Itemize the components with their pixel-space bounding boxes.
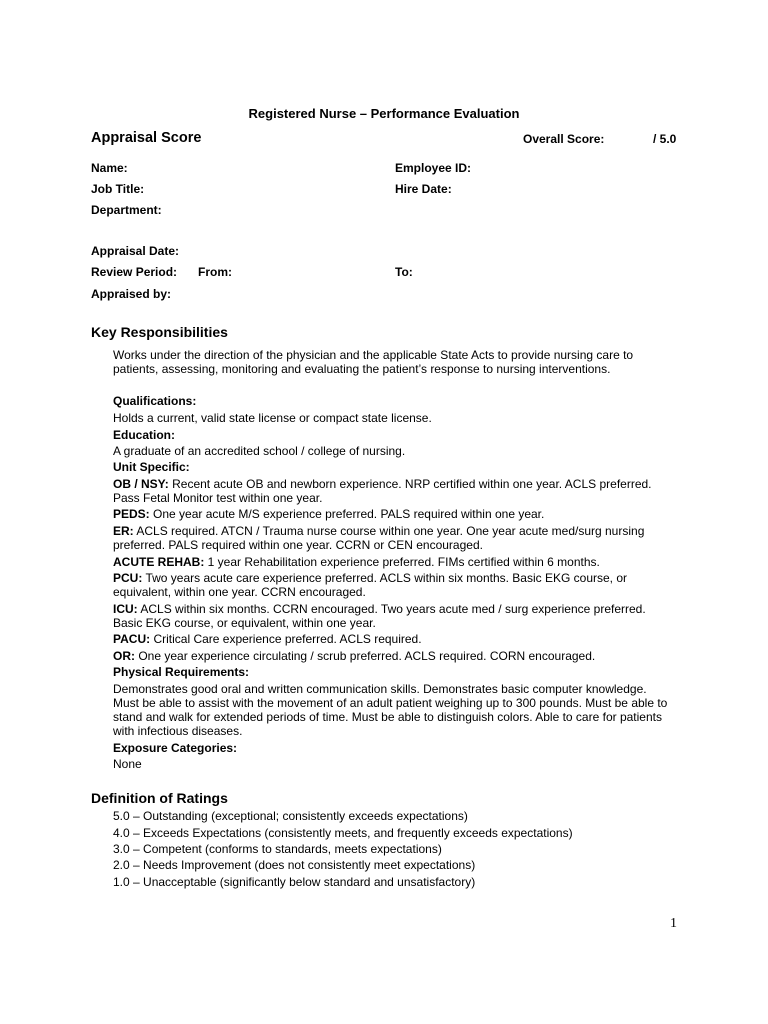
key-responsibilities-intro: Works under the direction of the physician and the applicable State Acts to provide nursing care to patients, assessing, monitoring and evaluating the patient’s response to nursing interventions.	[113, 348, 634, 376]
rating-item: 4.0 – Exceeds Expectations (consistently meets, and frequently exceeds expectations)	[113, 826, 573, 840]
education-label: Education:	[113, 428, 175, 442]
definition-of-ratings-heading: Definition of Ratings	[91, 790, 228, 806]
appraisal-score-heading: Appraisal Score	[91, 130, 202, 146]
unit-text: ACLS required. ATCN / Trauma nurse course within one year. One year acute med/surg nursing preferred. PALS required within one year. CCRN or CEN encouraged.	[113, 524, 645, 552]
overall-score-label: Overall Score:	[523, 132, 605, 146]
unit-item-acute-rehab	[113, 555, 673, 569]
unit-item-or	[113, 649, 673, 663]
appraised-by-field-label: Appraised by:	[91, 287, 172, 301]
review-period-field-label: Review Period:	[91, 265, 178, 279]
department-field-label: Department:	[91, 203, 162, 217]
name-field-label: Name:	[91, 161, 128, 175]
unit-item-ob-nsy	[113, 477, 673, 505]
unit-text: Two years acute care experience preferred. ACLS within six months. Basic EKG course, or equivalent, within one year. CCRN encouraged.	[113, 571, 628, 599]
exposure-categories-text: None	[113, 757, 142, 771]
unit-text: One year acute M/S experience preferred. PALS required within one year.	[149, 507, 545, 521]
unit-label: PACU:	[113, 632, 151, 646]
unit-text: One year experience circulating / scrub preferred. ACLS required. CORN encouraged.	[135, 649, 596, 663]
rating-item: 3.0 – Competent (conforms to standards, meets expectations)	[113, 842, 442, 856]
employee-id-field-label: Employee ID:	[395, 161, 472, 175]
education-text: A graduate of an accredited school / college of nursing.	[113, 444, 406, 458]
unit-label: ICU:	[113, 602, 138, 616]
unit-label: ER:	[113, 524, 134, 538]
unit-item-icu	[113, 602, 673, 630]
unit-label: OB / NSY:	[113, 477, 169, 491]
rating-item: 5.0 – Outstanding (exceptional; consistently exceeds expectations)	[113, 809, 468, 823]
from-field-label: From:	[198, 265, 232, 279]
to-field-label: To:	[395, 265, 413, 279]
unit-text: 1 year Rehabilitation experience preferred. FIMs certified within 6 months.	[204, 555, 600, 569]
unit-label: PCU:	[113, 571, 143, 585]
unit-item-peds	[113, 507, 673, 521]
exposure-categories-label: Exposure Categories:	[113, 741, 238, 755]
key-responsibilities-heading: Key Responsibilities	[91, 324, 228, 340]
unit-label: PEDS:	[113, 507, 150, 521]
unit-specific-label: Unit Specific:	[113, 460, 190, 474]
job-title-field-label: Job Title:	[91, 182, 145, 196]
physical-requirements-label: Physical Requirements:	[113, 665, 250, 679]
overall-score-value: / 5.0	[653, 132, 677, 146]
page-number: 1	[670, 916, 677, 931]
unit-item-pcu	[113, 571, 673, 599]
page-title: Registered Nurse – Performance Evaluation	[248, 106, 520, 121]
unit-label: OR:	[113, 649, 135, 663]
unit-item-er	[113, 524, 673, 552]
qualifications-label: Qualifications:	[113, 394, 197, 408]
unit-text: Recent acute OB and newborn experience. NRP certified within one year. ACLS preferred. Pass Fetal Monitor test within one year.	[113, 477, 652, 505]
unit-text: ACLS within six months. CCRN encouraged. Two years acute med / surg experience preferred. Basic EKG course, or equivalent, within one year.	[113, 602, 646, 630]
rating-item: 2.0 – Needs Improvement (does not consistently meet expectations)	[113, 858, 476, 872]
rating-item: 1.0 – Unacceptable (significantly below standard and unsatisfactory)	[113, 875, 476, 889]
unit-item-pacu	[113, 632, 673, 646]
unit-text: Critical Care experience preferred. ACLS required.	[150, 632, 422, 646]
physical-requirements-text: Demonstrates good oral and written communication skills. Demonstrates basic computer knowledge. Must be able to assist with the movement of an adult patient weighing up to 300 pounds. Must be able to stand and walk for extended periods of time. Must be able to distinguish colors. Able to care for patients with infectious diseases.	[113, 682, 668, 738]
unit-label: ACUTE REHAB:	[113, 555, 205, 569]
hire-date-field-label: Hire Date:	[395, 182, 452, 196]
qualifications-text: Holds a current, valid state license or compact state license.	[113, 411, 432, 425]
appraisal-date-field-label: Appraisal Date:	[91, 244, 180, 258]
